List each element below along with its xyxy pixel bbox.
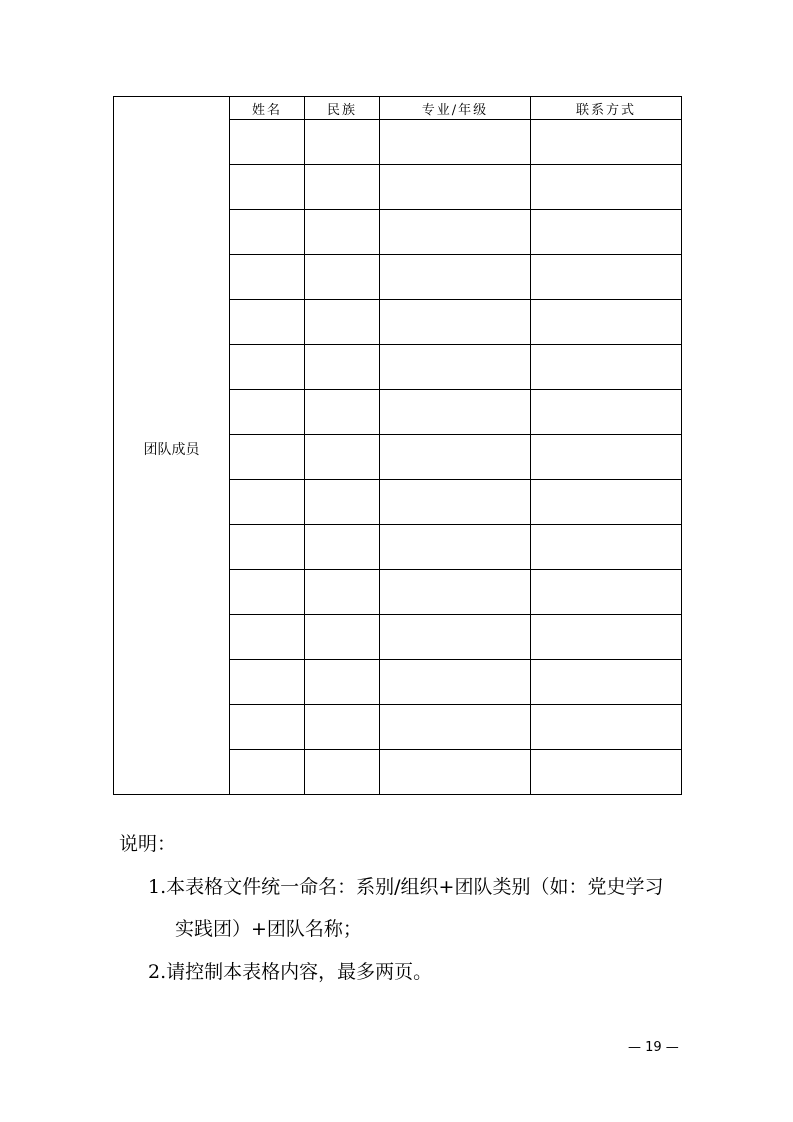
name-cell[interactable] (230, 165, 305, 210)
ethnicity-cell[interactable] (305, 705, 380, 750)
contact-cell[interactable] (531, 120, 682, 165)
ethnicity-cell[interactable] (305, 750, 380, 795)
header-ethnicity: 民族 (305, 97, 380, 120)
name-cell[interactable] (230, 390, 305, 435)
name-cell[interactable] (230, 345, 305, 390)
note-item-2 (148, 957, 432, 984)
contact-cell[interactable] (531, 525, 682, 570)
contact-cell[interactable] (531, 660, 682, 705)
major-grade-cell[interactable] (380, 210, 531, 255)
contact-cell[interactable] (531, 750, 682, 795)
major-grade-cell[interactable] (380, 255, 531, 300)
contact-cell[interactable] (531, 705, 682, 750)
contact-cell[interactable] (531, 570, 682, 615)
name-cell[interactable] (230, 435, 305, 480)
header-row (114, 97, 682, 120)
note-2-text: 请控制本表格内容，最多两页。 (166, 961, 433, 983)
ethnicity-cell[interactable] (305, 165, 380, 210)
contact-cell[interactable] (531, 210, 682, 255)
name-cell[interactable] (230, 300, 305, 345)
ethnicity-cell[interactable] (305, 345, 380, 390)
ethnicity-cell[interactable] (305, 660, 380, 705)
note-1-number: 1. (148, 876, 167, 898)
ethnicity-cell[interactable] (305, 300, 380, 345)
ethnicity-cell[interactable] (305, 390, 380, 435)
contact-cell[interactable] (531, 300, 682, 345)
ethnicity-cell[interactable] (305, 120, 380, 165)
name-cell[interactable] (230, 705, 305, 750)
contact-cell[interactable] (531, 390, 682, 435)
name-cell[interactable] (230, 480, 305, 525)
ethnicity-cell[interactable] (305, 255, 380, 300)
name-cell[interactable] (230, 210, 305, 255)
major-grade-cell[interactable] (380, 705, 531, 750)
name-cell[interactable] (230, 525, 305, 570)
ethnicity-cell[interactable] (305, 615, 380, 660)
contact-cell[interactable] (531, 480, 682, 525)
contact-cell[interactable] (531, 255, 682, 300)
name-cell[interactable] (230, 660, 305, 705)
note-2-number: 2. (148, 961, 167, 983)
name-cell[interactable] (230, 120, 305, 165)
page-number: — 19 — (628, 1040, 679, 1055)
ethnicity-cell[interactable] (305, 435, 380, 480)
note-item-1 (148, 872, 663, 899)
name-cell[interactable] (230, 750, 305, 795)
name-cell[interactable] (230, 615, 305, 660)
major-grade-cell[interactable] (380, 480, 531, 525)
header-name: 姓名 (230, 97, 305, 120)
major-grade-cell[interactable] (380, 615, 531, 660)
ethnicity-cell[interactable] (305, 210, 380, 255)
contact-cell[interactable] (531, 345, 682, 390)
ethnicity-cell[interactable] (305, 570, 380, 615)
major-grade-cell[interactable] (380, 300, 531, 345)
major-grade-cell[interactable] (380, 525, 531, 570)
team-members-label: 团队成员 (114, 97, 230, 795)
major-grade-cell[interactable] (380, 660, 531, 705)
ethnicity-cell[interactable] (305, 480, 380, 525)
name-cell[interactable] (230, 255, 305, 300)
major-grade-cell[interactable] (380, 750, 531, 795)
major-grade-cell[interactable] (380, 120, 531, 165)
name-cell[interactable] (230, 570, 305, 615)
team-members-table (113, 96, 682, 795)
note-1-text: 本表格文件统一命名：系别/组织+团队类别（如：党史学习 (166, 876, 664, 898)
contact-cell[interactable] (531, 615, 682, 660)
ethnicity-cell[interactable] (305, 525, 380, 570)
header-major-grade: 专业/年级 (380, 97, 531, 120)
major-grade-cell[interactable] (380, 390, 531, 435)
notes-title: 说明： (119, 833, 177, 855)
major-grade-cell[interactable] (380, 165, 531, 210)
contact-cell[interactable] (531, 435, 682, 480)
major-grade-cell[interactable] (380, 570, 531, 615)
major-grade-cell[interactable] (380, 345, 531, 390)
note-item-1-continued: 实践团）+团队名称； (175, 918, 362, 940)
table-body (114, 97, 682, 795)
major-grade-cell[interactable] (380, 435, 531, 480)
contact-cell[interactable] (531, 165, 682, 210)
header-contact: 联系方式 (531, 97, 682, 120)
